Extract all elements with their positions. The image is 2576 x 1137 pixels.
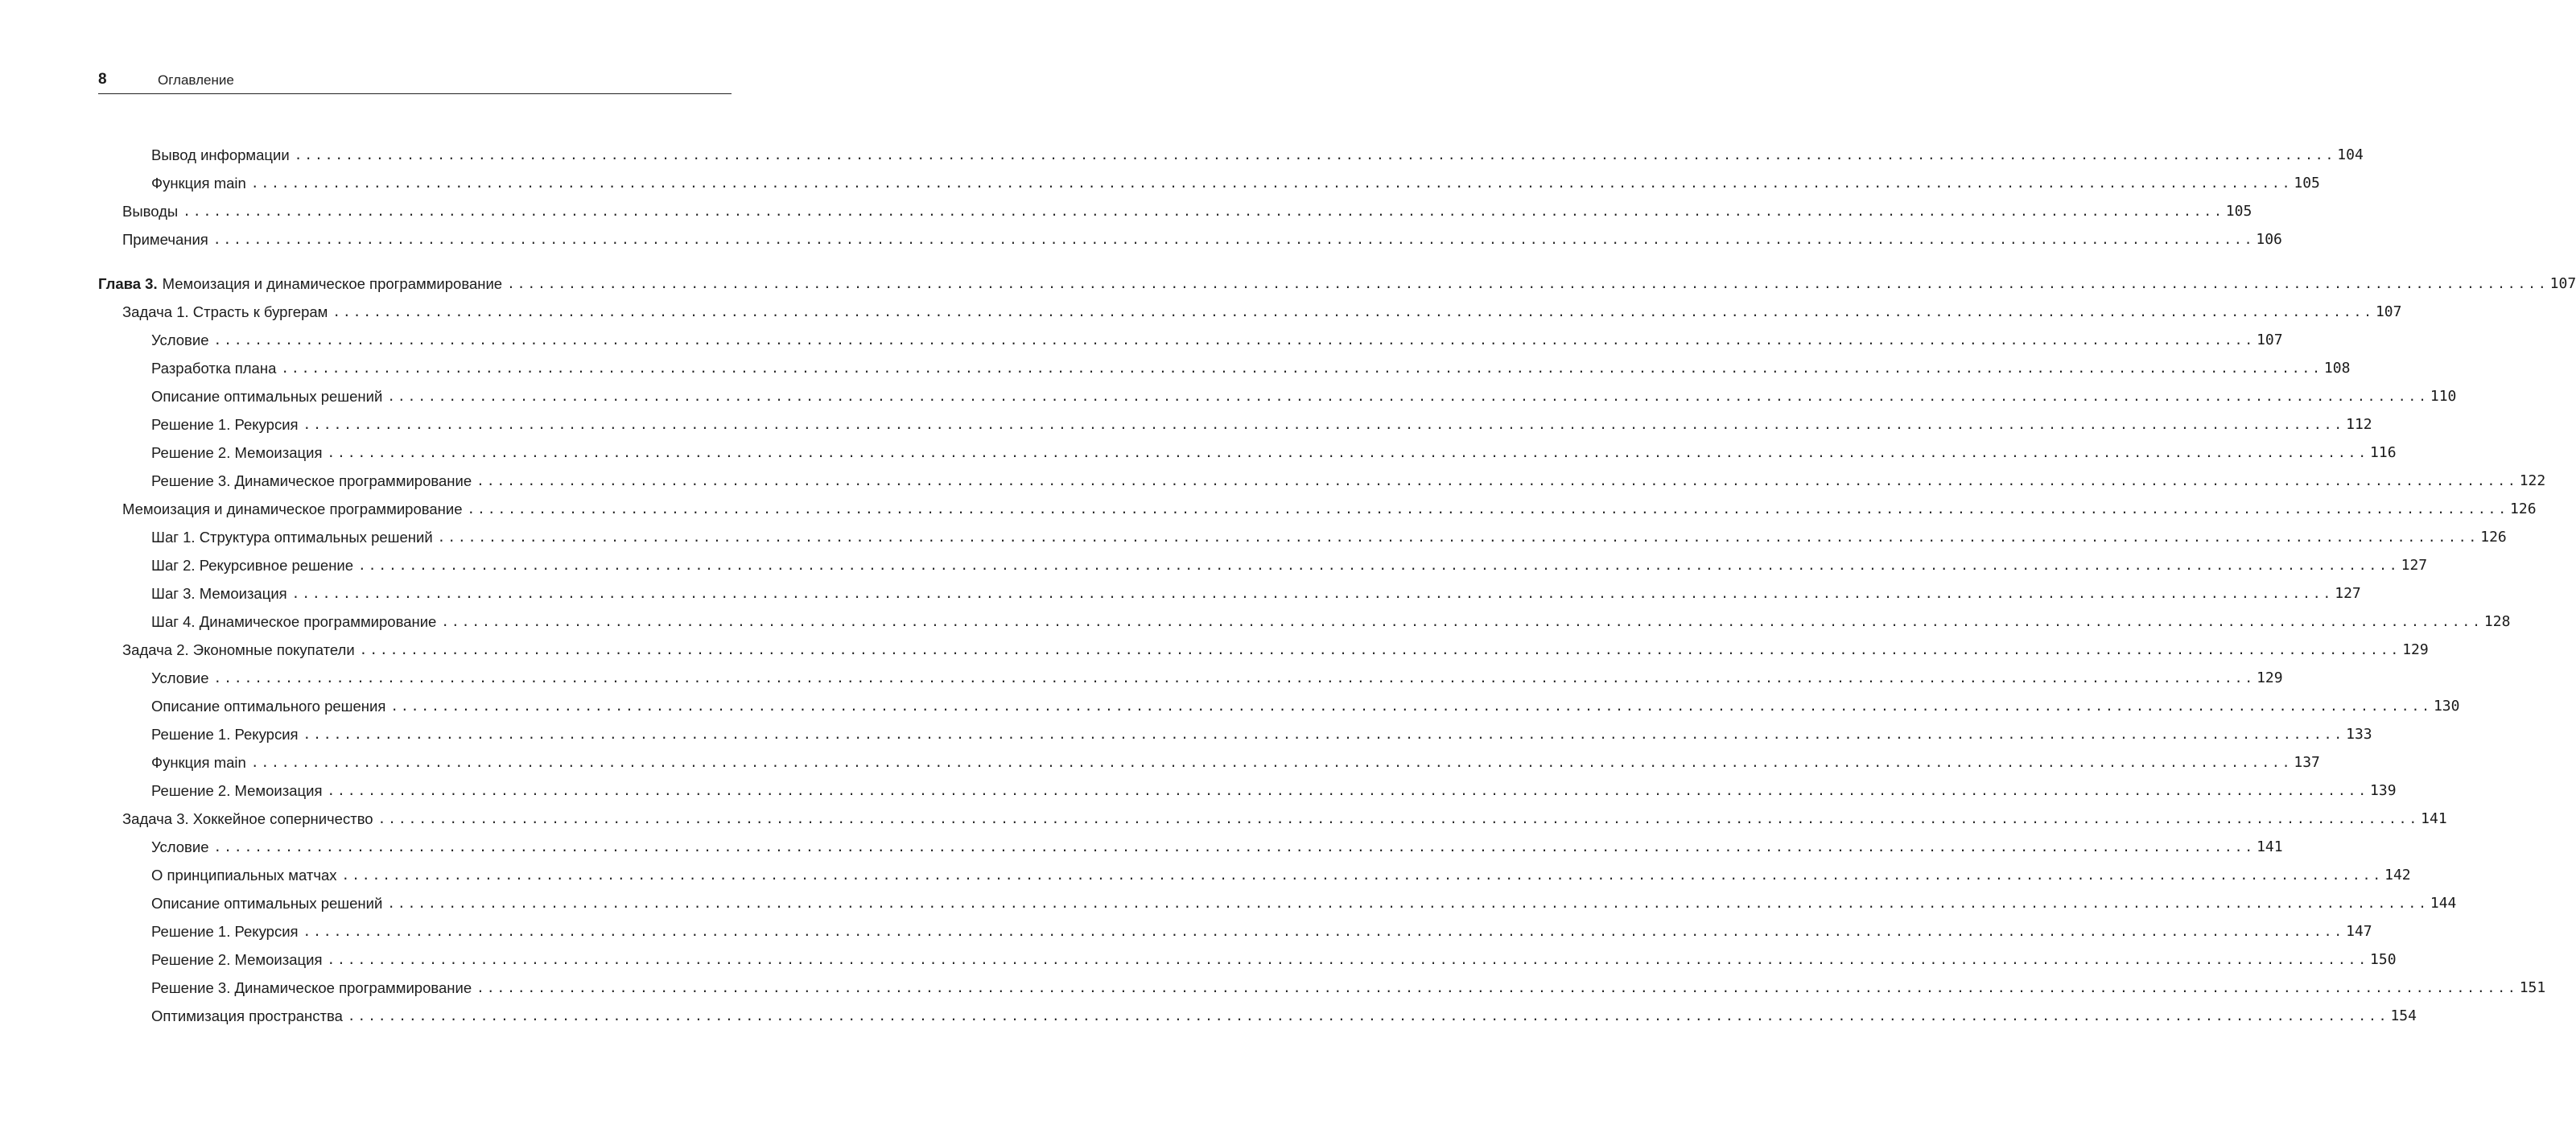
- toc-chapter-entry: [98, 266, 2576, 293]
- toc-entry: [98, 913, 2372, 941]
- toc-page-number: 129: [2257, 669, 2283, 686]
- toc-entry-title: [151, 1007, 343, 1025]
- toc-entry-text: Шаг 4. Динамическое программирование: [151, 613, 437, 630]
- toc-entry: [98, 519, 2507, 546]
- toc-entry-text: Решение 3. Динамическое программирование: [151, 472, 472, 489]
- dot-leader: ........................................................................................................................................................................................................: [390, 698, 2432, 714]
- toc-entry-text: Шаг 3. Мемоизация: [151, 585, 287, 602]
- toc-entry: [98, 137, 2364, 164]
- toc-entry: [98, 970, 2546, 997]
- toc-entry-text: Задача 3. Хоккейное соперничество: [122, 810, 373, 827]
- page-header: [98, 68, 732, 94]
- chapter-label: Глава 3.: [98, 275, 158, 292]
- toc-entry-title: [151, 669, 209, 687]
- toc-entry-title: [151, 388, 382, 406]
- toc-entry: [98, 660, 2283, 687]
- dot-leader: ........................................................................................................................................................................................................: [467, 501, 2509, 517]
- dot-leader: ........................................................................................................................................................................................................: [507, 276, 2549, 291]
- toc-entry: [98, 294, 2402, 321]
- toc-entry-title: [151, 146, 290, 164]
- toc-entry: [98, 801, 2447, 828]
- dot-leader: ........................................................................................................................................................................................................: [437, 529, 2479, 545]
- dot-leader: ........................................................................................................................................................................................................: [327, 445, 2369, 460]
- dot-leader: ........................................................................................................................................................................................................: [213, 670, 2256, 686]
- toc-entry: [98, 491, 2537, 518]
- toc-entry-text: Вывод информации: [151, 146, 290, 163]
- toc-entry-title: [122, 303, 328, 321]
- toc-entry-title: [151, 726, 299, 744]
- toc-entry-title: [151, 923, 299, 941]
- toc-entry-title: [122, 203, 178, 220]
- toc-entry: [98, 435, 2397, 462]
- toc-entry-text: Решение 1. Рекурсия: [151, 416, 299, 433]
- toc-entry-text: Оптимизация пространства: [151, 1007, 343, 1024]
- toc-entry-text: Решение 3. Динамическое программирование: [151, 979, 472, 996]
- toc-entry-title: [151, 529, 433, 546]
- toc-entry-title: [151, 557, 353, 575]
- dot-leader: ........................................................................................................................................................................................................: [347, 1008, 2389, 1024]
- toc-entry-title: [98, 275, 502, 293]
- dot-leader: ........................................................................................................................................................................................................: [387, 389, 2429, 404]
- toc-page-number: 127: [2335, 585, 2361, 602]
- dot-leader: ........................................................................................................................................................................................................: [387, 896, 2429, 911]
- toc-page-number: 130: [2433, 698, 2460, 715]
- toc-entry-title: [151, 360, 276, 377]
- toc-page-number: 126: [2480, 529, 2507, 546]
- toc-page-number: 128: [2483, 613, 2511, 630]
- dot-leader: ........................................................................................................................................................................................................: [250, 755, 2293, 770]
- toc-entry-title: [151, 332, 209, 349]
- dot-leader: ........................................................................................................................................................................................................: [303, 727, 2345, 742]
- toc-entry: [98, 575, 2361, 603]
- toc-page-number: 116: [2370, 444, 2397, 461]
- dot-leader: ........................................................................................................................................................................................................: [213, 839, 2256, 855]
- toc-entry-title: [122, 641, 355, 659]
- dot-leader: ........................................................................................................................................................................................................: [303, 924, 2345, 939]
- toc-page-number: 137: [2294, 754, 2320, 771]
- toc-entry-text: Выводы: [122, 203, 179, 220]
- toc-entry: [98, 688, 2460, 715]
- toc-entry-text: Решение 2. Мемоизация: [151, 782, 323, 799]
- toc-entry-title: [151, 867, 337, 884]
- toc-page-number: 129: [2402, 641, 2429, 658]
- toc-entry: [98, 406, 2372, 434]
- toc-entry-title: [122, 501, 462, 518]
- toc-entry-text: О принципиальных матчах: [151, 867, 337, 884]
- toc-page-number: 110: [2430, 388, 2457, 405]
- page-number: 8: [98, 71, 107, 88]
- toc-entry-title: [151, 175, 246, 192]
- toc-entry: [98, 998, 2417, 1025]
- toc-entry-title: [151, 613, 436, 631]
- toc-entry: [98, 350, 2351, 377]
- dot-leader: ........................................................................................................................................................................................................: [327, 783, 2369, 798]
- toc-entry-text: Условие: [151, 838, 209, 855]
- toc-entry-text: Условие: [151, 332, 209, 348]
- toc-page-number: 141: [2257, 838, 2283, 855]
- toc-entry-text: Решение 2. Мемоизация: [151, 951, 323, 968]
- dot-leader: ........................................................................................................................................................................................................: [294, 147, 2336, 163]
- toc-entry-text: Функция main: [151, 175, 246, 192]
- toc-entry: [98, 322, 2283, 349]
- toc-entry-title: [122, 231, 208, 249]
- toc-entry-title: [122, 810, 373, 828]
- toc-entry-title: [151, 895, 382, 912]
- toc-entry-text: Решение 1. Рекурсия: [151, 726, 299, 743]
- toc-entry-text: Условие: [151, 669, 209, 686]
- toc-entry: [98, 193, 2252, 220]
- toc-page-number: 142: [2384, 867, 2411, 884]
- toc-entry: [98, 378, 2457, 406]
- toc-page-number: 106: [2256, 231, 2282, 248]
- dot-leader: ........................................................................................................................................................................................................: [213, 332, 2256, 348]
- toc-page-number: 105: [2294, 175, 2320, 192]
- toc-page-number: 107: [2375, 303, 2402, 320]
- toc-entry: [98, 744, 2320, 772]
- toc-page-number: 151: [2519, 979, 2546, 996]
- dot-leader: ........................................................................................................................................................................................................: [476, 473, 2518, 488]
- toc-page-number: 154: [2390, 1007, 2417, 1024]
- toc-page-number: 139: [2370, 782, 2397, 799]
- toc-page-number: 104: [2337, 146, 2364, 163]
- toc-entry-title: [151, 838, 209, 856]
- dot-leader: ........................................................................................................................................................................................................: [250, 175, 2293, 191]
- toc-entry: [98, 463, 2546, 490]
- toc-entry-text: Шаг 2. Рекурсивное решение: [151, 557, 354, 574]
- toc-entry-title: [151, 951, 322, 969]
- toc-entry-title: [151, 444, 322, 462]
- toc-entry-title: [151, 472, 472, 490]
- dot-leader: ........................................................................................................................................................................................................: [281, 360, 2323, 376]
- dot-leader: ........................................................................................................................................................................................................: [359, 642, 2401, 657]
- dot-leader: ........................................................................................................................................................................................................: [377, 811, 2420, 826]
- toc-page-number: 141: [2421, 810, 2447, 827]
- toc-page-number: 122: [2519, 472, 2546, 489]
- toc-entry-text: Примечания: [122, 231, 208, 248]
- toc-entry: [98, 772, 2397, 800]
- dot-leader: ........................................................................................................................................................................................................: [358, 558, 2400, 573]
- toc-page-number: 107: [2257, 332, 2283, 348]
- toc-entry: [98, 604, 2511, 631]
- toc-entry: [98, 165, 2320, 192]
- dot-leader: ........................................................................................................................................................................................................: [291, 586, 2334, 601]
- toc-entry-text: Разработка плана: [151, 360, 277, 377]
- toc-entry: [98, 221, 2282, 249]
- dot-leader: ........................................................................................................................................................................................................: [332, 304, 2374, 319]
- toc-entry: [98, 885, 2457, 912]
- toc-entry: [98, 716, 2372, 744]
- dot-leader: ........................................................................................................................................................................................................: [303, 417, 2345, 432]
- toc-entry-text: Задача 1. Страсть к бургерам: [122, 303, 328, 320]
- toc-entry: [98, 547, 2428, 575]
- toc-page-number: 147: [2346, 923, 2372, 940]
- toc-entry-title: [151, 979, 472, 997]
- toc-page-number: 108: [2323, 360, 2351, 377]
- toc-entry: [98, 857, 2411, 884]
- dot-leader: ........................................................................................................................................................................................................: [341, 867, 2384, 883]
- toc-entry-text: Описание оптимальных решений: [151, 388, 383, 405]
- dot-leader: ........................................................................................................................................................................................................: [212, 232, 2255, 247]
- toc-entry: [98, 632, 2429, 659]
- dot-leader: ........................................................................................................................................................................................................: [327, 952, 2369, 967]
- toc-entry-text: Функция main: [151, 754, 246, 771]
- toc-page-number: 107: [2549, 275, 2576, 292]
- toc-entry-text: Мемоизация и динамическое программирование: [162, 275, 503, 292]
- toc-page-number: 112: [2346, 416, 2372, 433]
- toc-entry-text: Описание оптимальных решений: [151, 895, 383, 912]
- toc-page-number: 105: [2225, 203, 2252, 220]
- toc-entry-title: [151, 585, 287, 603]
- toc-entry-text: Задача 2. Экономные покупатели: [122, 641, 355, 658]
- toc-entry-title: [151, 782, 322, 800]
- toc-entry-title: [151, 754, 246, 772]
- toc-entry-text: Описание оптимального решения: [151, 698, 386, 715]
- toc-page-number: 133: [2346, 726, 2372, 743]
- toc-entry-text: Мемоизация и динамическое программирование: [122, 501, 463, 517]
- toc-page-number: 126: [2510, 501, 2537, 517]
- toc-entry-title: [151, 698, 385, 715]
- dot-leader: ........................................................................................................................................................................................................: [441, 614, 2483, 629]
- dot-leader: ........................................................................................................................................................................................................: [183, 204, 2224, 219]
- toc-page-number: 127: [2401, 557, 2428, 574]
- toc-entry: [98, 829, 2283, 856]
- toc-entry-text: Решение 2. Мемоизация: [151, 444, 323, 461]
- toc-entry-text: Решение 1. Рекурсия: [151, 923, 299, 940]
- running-head: Оглавление: [158, 72, 234, 88]
- toc-entry: [98, 941, 2397, 969]
- toc-entry-title: [151, 416, 299, 434]
- toc-entry-text: Шаг 1. Структура оптимальных решений: [151, 529, 433, 546]
- toc-page-number: 150: [2370, 951, 2397, 968]
- dot-leader: ........................................................................................................................................................................................................: [476, 980, 2518, 995]
- toc-page-number: 144: [2430, 895, 2457, 912]
